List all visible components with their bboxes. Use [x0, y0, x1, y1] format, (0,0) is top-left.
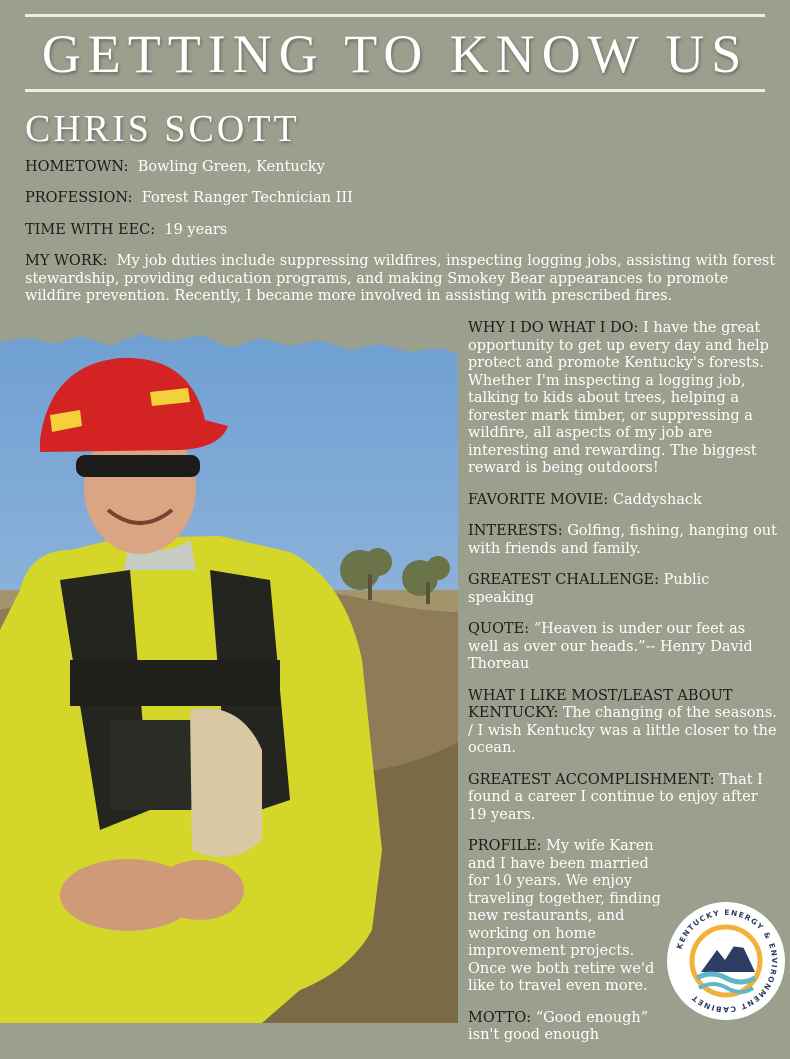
- time-with-eec-field: [25, 221, 227, 239]
- qa-item: [468, 572, 780, 607]
- profile-photo: [0, 330, 458, 1023]
- qa-item: [468, 523, 780, 558]
- my-work-label: MY WORK:: [25, 253, 108, 269]
- qa-label: GREATEST CHALLENGE:: [468, 572, 660, 588]
- qa-item: [468, 838, 664, 996]
- page-title: GETTING TO KNOW US: [41, 24, 749, 84]
- qa-item: [468, 1010, 658, 1045]
- qa-label: QUOTE:: [468, 621, 530, 637]
- person-name: CHRIS SCOTT: [25, 108, 300, 150]
- qa-label: MOTTO:: [468, 1009, 532, 1026]
- my-work-paragraph: [25, 253, 777, 306]
- qa-value: The changing of the seasons. / I wish Kentucky was a little closer to the ocean.: [468, 705, 777, 756]
- qa-label: FAVORITE MOVIE:: [468, 491, 609, 508]
- hometown-value: Bowling Green, Kentucky: [137, 159, 325, 175]
- logo-ring-text: KENTUCKY ENERGY & ENVIRONMENT CABINET: [674, 907, 780, 1015]
- title-underline-rule: [25, 89, 765, 92]
- qa-label: INTERESTS:: [468, 523, 563, 539]
- top-rule: [25, 14, 765, 17]
- profession-label: PROFESSION:: [25, 190, 133, 206]
- hometown-field: [25, 158, 325, 176]
- qa-label: PROFILE:: [468, 838, 542, 854]
- profession-value: Forest Ranger Technician III: [141, 190, 353, 206]
- qa-item: [468, 492, 780, 510]
- qa-value: That I found a career I continue to enjoy after 19 years.: [468, 771, 763, 823]
- my-work-text: My job duties include suppressing wildfires, inspecting logging jobs, assisting with forest stewardship, providing education programs, and making Smokey Bear appearances to promote wildfire prevention. Recently, I became more involved in assisting with prescribed fires.: [25, 253, 776, 304]
- qa-label: WHY I DO WHAT I DO:: [468, 320, 639, 336]
- qa-value: “Heaven is under our feet as well as over our heads.”-- Henry David Thoreau: [468, 621, 753, 672]
- qa-value: “Good enough” isn't good enough: [468, 1009, 649, 1043]
- profession-field: [25, 189, 353, 207]
- qa-label: GREATEST ACCOMPLISHMENT:: [468, 771, 715, 788]
- qa-item: [468, 688, 780, 758]
- qa-value: Caddyshack: [612, 491, 702, 508]
- qa-value: Golfing, fishing, hanging out with friends and family.: [468, 523, 777, 557]
- eec-logo: [665, 900, 787, 1022]
- qa-value: My wife Karen and I have been married for 10 years. We enjoy traveling together, finding new restaurants, and working on home improvement projects. Once we both retire we'd like to travel even more.: [468, 838, 661, 994]
- qa-label: WHAT I LIKE MOST/LEAST ABOUT KENTUCKY:: [468, 687, 733, 721]
- time-with-eec-value: 19 years: [164, 222, 228, 238]
- qa-value: I have the great opportunity to get up every day and help protect and promote Kentucky's forests. Whether I'm inspecting a logging job, talking to kids about trees, helping a forester mark timber, or suppressing a wildfire, all aspects of my job are interesting and rewarding. The biggest reward is being outdoors!: [468, 320, 769, 476]
- time-with-eec-label: TIME WITH EEC:: [25, 222, 156, 238]
- qa-item: [468, 621, 780, 674]
- qa-item: [468, 772, 780, 825]
- qa-value: Public speaking: [468, 572, 710, 606]
- qa-item: [468, 320, 780, 478]
- hometown-label: HOMETOWN:: [25, 159, 129, 175]
